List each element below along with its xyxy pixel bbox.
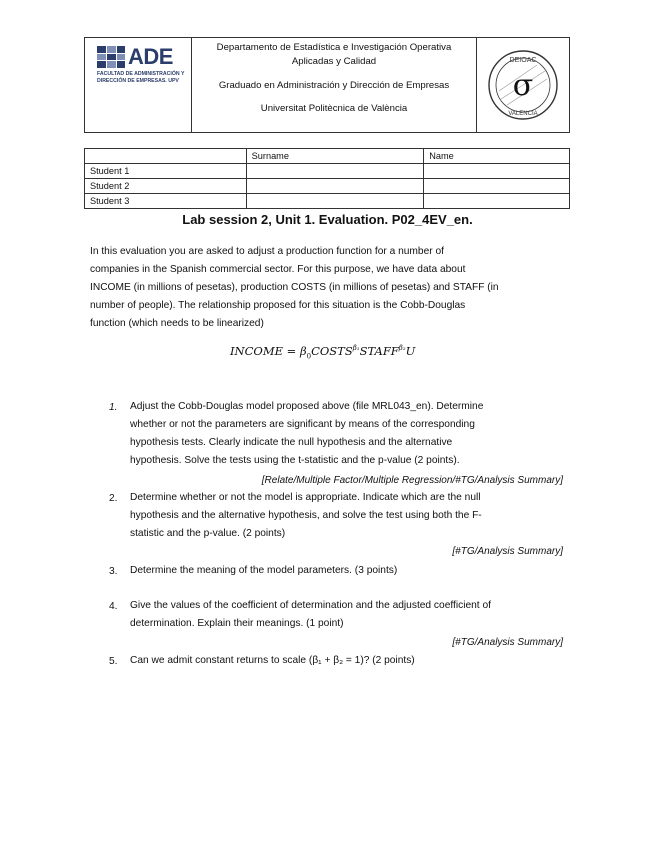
formula-staff: STAFF [359, 344, 399, 358]
seal-sigma: σ [512, 68, 534, 103]
table-row [85, 194, 570, 209]
student-label: Student 3 [85, 194, 247, 209]
table-row [85, 179, 570, 194]
formula-costs: COSTS [311, 344, 353, 358]
intro-line: companies in the Spanish commercial sector. For this purpose, we have data about [90, 264, 466, 275]
ade-logo [97, 44, 185, 84]
seal-cell [477, 38, 569, 132]
page-title: Lab session 2, Unit 1. Evaluation. P02_4EV_en. [182, 212, 473, 227]
surname-field[interactable] [246, 194, 424, 209]
question-line: Can we admit constant returns to scale (β₁ + β₂ = 1)? (2 points) [130, 655, 415, 666]
formula-costs-exponent: β₁ [352, 344, 360, 353]
name-field[interactable] [424, 194, 570, 209]
formula-u: U [405, 344, 416, 358]
question-line: Determine whether or not the model is appropriate. Indicate which are the null [130, 492, 481, 503]
degree-line: Graduado en Administración y Dirección de Empresas [218, 80, 450, 91]
intro-paragraph [90, 243, 580, 333]
question-number: 1. [109, 402, 118, 413]
name-field[interactable] [424, 179, 570, 194]
surname-field[interactable] [246, 179, 424, 194]
formula-lhs: INCOME = [230, 344, 300, 358]
logo-subtitle-1: FACULTAD DE ADMINISTRACIÓN Y [97, 71, 185, 77]
cobb-douglas-formula [230, 344, 415, 360]
university-line: Universitat Politècnica de València [260, 103, 408, 114]
intro-line: In this evaluation you are asked to adjust a production function for a number of [90, 246, 444, 257]
logo-subtitle-2: DIRECCIÓN DE EMPRESAS. UPV [97, 77, 179, 84]
analysis-reference: [Relate/Multiple Factor/Multiple Regression/#TG/Analysis Summary] [261, 475, 563, 486]
logo-text: ADE [128, 44, 173, 69]
question-line: hypothesis and the alternative hypothesis, and solve the test using both the F- [130, 510, 482, 521]
question-number: 4. [109, 601, 118, 612]
question-number: 2. [109, 493, 118, 504]
department-line-1: Departamento de Estadística e Investigación Operativa [216, 42, 452, 53]
department-seal-icon [487, 49, 559, 121]
ade-logo-cell [85, 38, 192, 132]
question-line: statistic and the p-value. (2 points) [130, 528, 286, 539]
intro-line: INCOME (in millions of pesetas), production COSTS (in millions of pesetas) and STAFF (in [90, 282, 499, 293]
surname-header: Surname [246, 149, 424, 164]
formula-beta0-sub: 0 [306, 352, 312, 361]
question-number: 3. [109, 566, 118, 577]
formula-staff-exponent: β₂ [398, 344, 406, 353]
puzzle-logo-icon [97, 46, 125, 68]
formula-beta0: β [299, 344, 307, 358]
question-line: hypothesis tests. Clearly indicate the null hypothesis and the alternative [130, 437, 453, 448]
table-header-row [85, 149, 570, 164]
question-line: determination. Explain their meanings. (1 point) [130, 618, 344, 629]
students-table [84, 148, 570, 209]
question-line: Give the values of the coefficient of determination and the adjusted coefficient of [130, 600, 491, 611]
analysis-reference: [#TG/Analysis Summary] [452, 546, 563, 557]
student-label: Student 1 [85, 164, 247, 179]
header-center [192, 38, 477, 132]
intro-line: number of people). The relationship proposed for this situation is the Cobb-Douglas [90, 300, 466, 311]
question-number: 5. [109, 656, 118, 667]
question-line: Determine the meaning of the model parameters. (3 points) [130, 565, 398, 576]
analysis-reference: [#TG/Analysis Summary] [452, 637, 563, 648]
document-header [84, 37, 570, 133]
surname-field[interactable] [246, 164, 424, 179]
student-label: Student 2 [85, 179, 247, 194]
table-row [85, 164, 570, 179]
department-line-2: Aplicadas y Calidad [291, 56, 377, 67]
question-line: hypothesis. Solve the tests using the t-statistic and the p-value (2 points). [130, 455, 460, 466]
question-line: whether or not the parameters are significant by means of the corresponding [130, 419, 475, 430]
intro-line: function (which needs to be linearized) [90, 318, 264, 329]
table-header-cell [85, 149, 247, 164]
seal-bottom-text: VALENCIA [508, 111, 538, 117]
seal-top-text: DEIOAC [509, 57, 537, 64]
question-line: Adjust the Cobb-Douglas model proposed above (file MRL043_en). Determine [130, 401, 484, 412]
name-header: Name [424, 149, 570, 164]
name-field[interactable] [424, 164, 570, 179]
